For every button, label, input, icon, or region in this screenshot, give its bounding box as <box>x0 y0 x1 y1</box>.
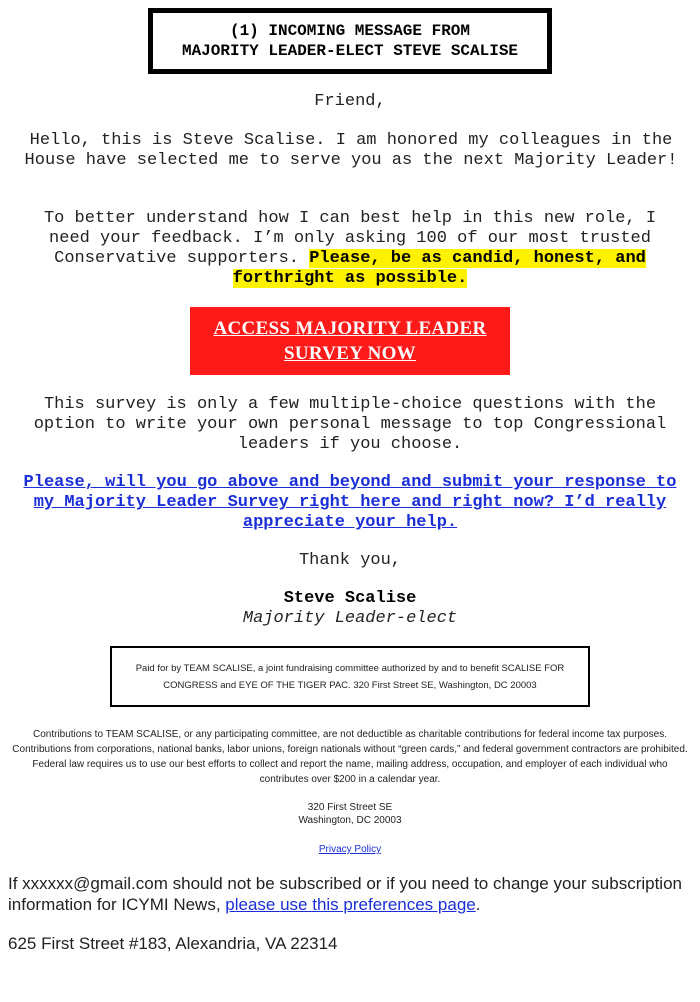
banner-line-1: (1) INCOMING MESSAGE FROM <box>229 22 471 40</box>
paid-for-text: Paid for by TEAM SCALISE, a joint fundraising committee authorized by and to benefit SCALISE FOR CONGRESS and EYE OF THE TIGER PAC. 320 First Street SE, Washington, DC 20003 <box>135 662 565 691</box>
unsubscribe-notice <box>8 873 688 915</box>
survey-link-paragraph <box>10 473 690 533</box>
address-line-1: 320 First Street SE <box>307 802 393 813</box>
incoming-message-banner <box>148 8 552 74</box>
feedback-text: To better understand how I can best help in this new role, I need your feedback. I’m only asking 100 of our most trusted Conservative supporters. <box>43 209 657 268</box>
unsubscribe-text: If xxxxxx@gmail.com should not be subscribed or if you need to change your subscription information for ICYMI News, <box>8 874 682 914</box>
privacy-policy-container <box>0 842 700 857</box>
postal-address: 625 First Street #183, Alexandria, VA 22314 <box>8 934 338 953</box>
thanks-text: Thank you, <box>298 551 402 570</box>
signature-name: Steve Scalise <box>283 589 417 608</box>
intro-paragraph: Hello, this is Steve Scalise. I am honored my colleagues in the House have selected me to serve you as the next Majority Leader! <box>24 131 678 170</box>
greeting: Friend, <box>314 92 386 111</box>
banner-line-2: MAJORITY LEADER-ELECT STEVE SCALISE <box>181 42 519 60</box>
access-survey-button[interactable] <box>190 307 510 375</box>
survey-link[interactable]: Please, will you go above and beyond and submit your response to my Majority Leader Survey right here and right now? I’d really appreciate your help. <box>23 473 677 532</box>
paid-for-disclaimer-box <box>110 646 590 707</box>
cta-line-1: ACCESS MAJORITY LEADER <box>213 318 487 339</box>
survey-description: This survey is only a few multiple-choice questions with the option to write your own personal message to top Congressional leaders if you choose. <box>33 395 667 454</box>
contributions-disclaimer: Contributions to TEAM SCALISE, or any participating committee, are not deductible as charitable contributions for federal income tax purposes. Contributions from corporations, national banks, labor unions, foreign nationals without “green cards,” and federal government contractors are prohibited. Federal law requires us to use our best efforts to collect and report the name, mailing address, occupation, and employer of each individual who contributes over $200 in a calendar year. <box>12 729 688 785</box>
address-line-2: Washington, DC 20003 <box>298 815 402 826</box>
preferences-page-link[interactable]: please use this preferences page <box>225 895 476 914</box>
feedback-paragraph <box>20 209 680 289</box>
unsubscribe-period: . <box>475 895 481 914</box>
privacy-policy-link[interactable]: Privacy Policy <box>318 844 382 855</box>
cta-line-2: SURVEY NOW <box>283 343 416 364</box>
highlighted-request: Please, be as candid, honest, and forthright as possible. <box>232 249 646 288</box>
signature-title: Majority Leader-elect <box>242 609 458 628</box>
